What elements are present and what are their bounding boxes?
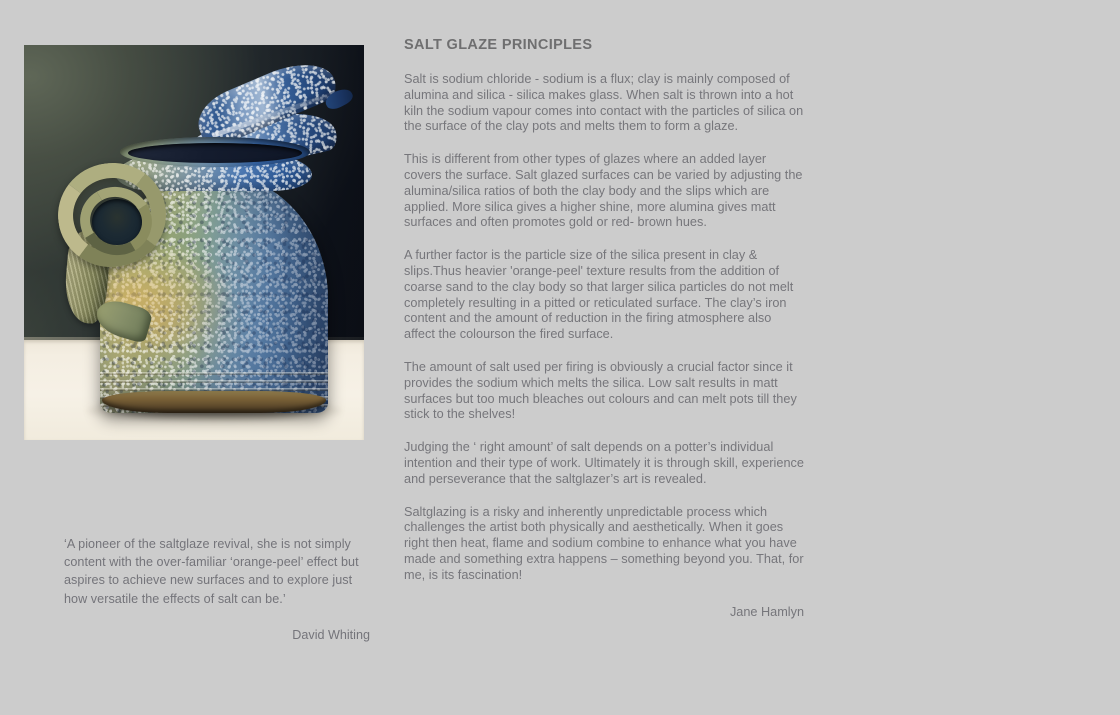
pull-quote-attribution: David Whiting (292, 627, 370, 642)
pottery-photograph (24, 45, 364, 440)
body-paragraph: The amount of salt used per firing is obviously a crucial factor since it provides the sodium which melts the silica. Low salt results in matt surfaces but too much bleaches out colours and can melt pots till they stick to the shelves! (404, 359, 797, 422)
salt-glazed-jug (24, 45, 364, 440)
body-paragraph: Saltglazing is a risky and inherently unpredictable process which challenges the artist both physically and aesthetically. When it goes right then heat, flame and sodium combine to enhance what you have made and something extra happens – something beyond you. That, for me, is its fascination! (404, 504, 804, 582)
pull-quote-text: ‘A pioneer of the saltglaze revival, she is not simply content with the over-familiar ‘orange-peel’ effect but aspires to achieve new surfaces and to explore just how versatile the effects of salt can be.’ (64, 537, 359, 606)
jug-coiled-handle (52, 157, 178, 313)
pull-quote-block (64, 535, 374, 644)
article-attribution: Jane Hamlyn (729, 604, 804, 619)
page-title: SALT GLAZE PRINCIPLES (404, 37, 593, 53)
body-paragraph: Salt is sodium chloride - sodium is a flux; clay is mainly composed of alumina and silica - silica makes glass. When salt is thrown into a hot kiln the sodium vapour comes into contact with the particles of silica on the surface of the clay pots and melts them to form a glaze. (404, 72, 804, 134)
jug-foot-ring (102, 391, 326, 413)
right-column (404, 36, 804, 620)
jug-handle-aperture (92, 199, 142, 245)
body-paragraph: A further factor is the particle size of the silica present in clay & slips.Thus heavier 'orange-peel' texture results from the addition of coarse sand to the clay body so that larger silica particles do not melt completely resulting in a pitted or reticulated surface. The clay’s iron content and the amount of reduction in the firing atmosphere also affect the colourson the fired surface. (404, 248, 794, 342)
body-paragraph: This is different from other types of glazes where an added layer covers the surface. Salt glazed surfaces can be varied by adjusting the alumina/silica ratios of both the clay body and the slips which are applied. More silica gives a higher shine, more alumina gives matt surfaces and often promotes gold or red- brown hues. (404, 152, 803, 230)
body-paragraph: Judging the ‘ right amount’ of salt depends on a potter’s individual intention and their type of work. Ultimately it is through skill, experience and perseverance that the saltglazer’s art is revealed. (404, 440, 804, 486)
left-column (24, 45, 370, 642)
